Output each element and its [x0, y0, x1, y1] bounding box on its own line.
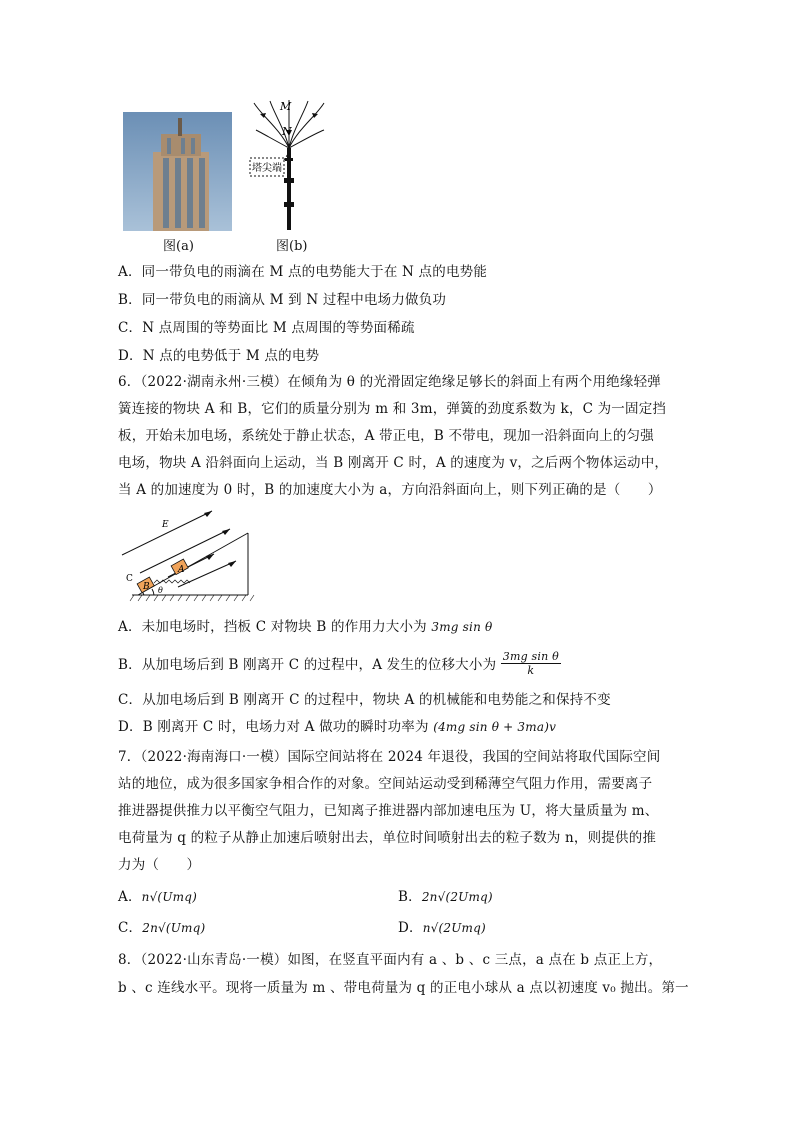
q5-option-c: C．N 点周围的等势面比 M 点周围的等势面稀疏 [118, 320, 415, 336]
q6-line-2: 簧连接的物块 A 和 B，它们的质量分别为 m 和 3m，弹簧的劲度系数为 k，C 为一固定挡 [118, 401, 667, 417]
q8-line-1: 8．（2022·山东青岛·一模）如图，在竖直平面内有 a 、b 、c 三点，a 点在 b 点正上方， [118, 952, 663, 968]
q7-option-d-label: D． [398, 920, 423, 936]
q7-option-a-formula: n√(Umq) [141, 890, 197, 904]
figure-b-caption: 图(b) [276, 239, 308, 254]
q6-option-a [118, 617, 492, 637]
building-photo [123, 112, 232, 231]
q6-option-d [118, 717, 556, 737]
label-theta: θ [158, 586, 163, 595]
q6-line-5: 当 A 的加速度为 0 时，B 的加速度大小为 a，方向沿斜面向上，则下列正确的是（ ） [118, 482, 662, 498]
q6-option-b-denominator: k [527, 664, 535, 677]
q7-line-1: 7．（2022·海南海口·一模）国际空间站将在 2024 年退役，我国的空间站将取代国际空间 [118, 749, 661, 765]
q6-line-3: 板，开始未加电场，系统处于静止状态，A 带正电，B 不带电，现加一沿斜面向上的匀强 [118, 428, 654, 444]
field-diagram [244, 98, 334, 234]
q6-option-c: C．从加电场后到 B 刚离开 C 的过程中，物块 A 的机械能和电势能之和保持不变 [118, 692, 611, 708]
figure-a-caption: 图(a) [163, 239, 194, 254]
q6-option-d-text: D．B 刚离开 C 时，电场力对 A 做功的瞬时功率为 [118, 719, 429, 735]
incline-diagram [118, 505, 268, 605]
q7-option-d [398, 918, 486, 938]
q7-line-5: 力为（ ） [118, 857, 201, 873]
q7-option-a [118, 887, 197, 907]
label-M: M [280, 100, 292, 113]
q6-option-b-fraction [501, 650, 561, 677]
label-C: C [126, 574, 133, 584]
q6-option-b [118, 652, 561, 679]
label-tip: 塔尖端 [252, 163, 282, 174]
q6-option-a-formula: 3mg sin θ [431, 620, 493, 634]
q7-option-c-label: C． [118, 920, 143, 936]
q5-option-b: B．同一带负电的雨滴从 M 到 N 过程中电场力做负功 [118, 292, 447, 308]
q5-option-a: A．同一带负电的雨滴在 M 点的电势能大于在 N 点的电势能 [118, 264, 488, 280]
q5-option-d: D．N 点的电势低于 M 点的电势 [118, 348, 320, 364]
q7-option-d-formula: n√(2Umq) [422, 921, 486, 935]
q7-option-b-formula: 2n√(2Umq) [421, 890, 493, 904]
q6-option-b-text: B．从加电场后到 B 刚离开 C 的过程中，A 发生的位移大小为 [118, 657, 497, 673]
q6-option-b-numerator: 3mg sin θ [502, 650, 559, 663]
q6-line-1: 6．（2022·湖南永州·三模）在倾角为 θ 的光滑固定绝缘足够长的斜面上有两个用绝缘轻弹 [118, 374, 661, 390]
q7-line-2: 站的地位，成为很多国家争相合作的对象。空间站运动受到稀薄空气阻力作用，需要离子 [118, 776, 653, 792]
q6-option-d-formula: (4mg sin θ + 3ma)v [433, 720, 557, 734]
q7-option-c-formula: 2n√(Umq) [142, 921, 206, 935]
q7-option-a-label: A． [118, 889, 142, 905]
q7-line-3: 推进器提供推力以平衡空气阻力，已知离子推进器内部加速电压为 U，将大量质量为 m、 [118, 803, 659, 819]
q6-line-4: 电场，物块 A 沿斜面向上运动，当 B 刚离开 C 时，A 的速度为 v，之后两个物体运动中， [118, 455, 669, 471]
label-N: N [282, 125, 292, 138]
q6-option-a-text: A．未加电场时，挡板 C 对物块 B 的作用力大小为 [118, 619, 427, 635]
label-A: A [178, 565, 185, 575]
q8-line-2: b 、c 连线水平。现将一质量为 m 、带电荷量为 q 的正电小球从 a 点以初速度 v₀ 抛出。第一 [118, 980, 689, 996]
label-B: B [143, 582, 150, 592]
label-E: E [162, 520, 169, 530]
q7-option-c [118, 918, 205, 938]
q7-option-b [398, 887, 493, 907]
q7-line-4: 电荷量为 q 的粒子从静止加速后喷射出去，单位时间喷射出去的粒子数为 n，则提供的推 [118, 830, 657, 846]
q7-option-b-label: B． [398, 889, 422, 905]
